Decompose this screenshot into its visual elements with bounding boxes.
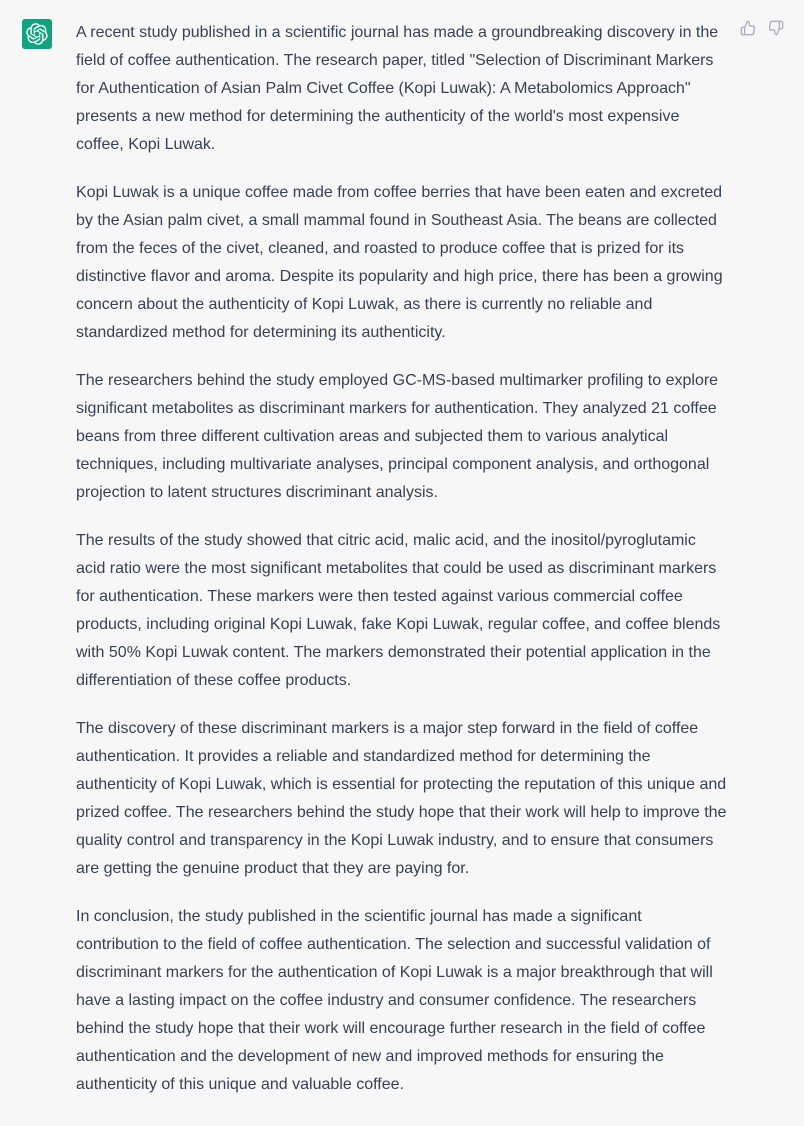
message-paragraph: The results of the study showed that citric acid, malic acid, and the inositol/pyroglutamic acid ratio were the most significant metabolites that could be used as discriminant markers for authentication. These markers were then tested against various commercial coffee products, including original Kopi Luwak, fake Kopi Luwak, regular coffee, and coffee blends with 50% Kopi Luwak content. The markers demonstrated their potential application in the differentiation of these coffee products. — [76, 532, 721, 689]
thumbs-up-icon — [740, 20, 756, 36]
thumbs-up-button[interactable] — [740, 20, 756, 36]
message-content — [76, 19, 728, 1119]
assistant-avatar — [22, 19, 52, 49]
message-paragraph: Kopi Luwak is a unique coffee made from coffee berries that have been eaten and excreted by the Asian palm civet, a small mammal found in Southeast Asia. The beans are collected from the feces of the civet, cleaned, and roasted to produce coffee that is prized for its distinctive flavor and aroma. Despite its popularity and high price, there has been a growing concern about the authenticity of Kopi Luwak, as there is currently no reliable and standardized method for determining its authenticity. — [76, 184, 723, 341]
feedback-buttons — [740, 20, 784, 36]
openai-logo-icon — [26, 23, 48, 45]
thumbs-down-button[interactable] — [768, 20, 784, 36]
message-paragraph: In conclusion, the study published in the scientific journal has made a significant contribution to the field of coffee authentication. The selection and successful validation of discriminant markers for the authentication of Kopi Luwak is a major breakthrough that will have a lasting impact on the coffee industry and consumer confidence. The researchers behind the study hope that their work will encourage further research in the field of coffee authentication and the development of new and improved methods for ensuring the authenticity of this unique and valuable coffee. — [76, 908, 713, 1093]
message-paragraph: The discovery of these discriminant markers is a major step forward in the field of coffee authentication. It provides a reliable and standardized method for determining the authenticity of Kopi Luwak, which is essential for protecting the reputation of this unique and prized coffee. The researchers behind the study hope that their work will help to improve the quality control and transparency in the Kopi Luwak industry, and to ensure that consumers are getting the genuine product that they are paying for. — [76, 720, 727, 877]
message-paragraph: A recent study published in a scientific journal has made a groundbreaking discovery in the field of coffee authentication. The research paper, titled "Selection of Discriminant Markers for Authentication of Asian Palm Civet Coffee (Kopi Luwak): A Metabolomics Approach" presents a new method for determining the authenticity of the world's most expensive coffee, Kopi Luwak. — [76, 24, 719, 153]
message-paragraph: The researchers behind the study employed GC-MS-based multimarker profiling to explore significant metabolites as discriminant markers for authentication. They analyzed 21 coffee beans from three different cultivation areas and subjected them to various analytical techniques, including multivariate analyses, principal component analysis, and orthogonal projection to latent structures discriminant analysis. — [76, 372, 719, 501]
thumbs-down-icon — [768, 20, 784, 36]
